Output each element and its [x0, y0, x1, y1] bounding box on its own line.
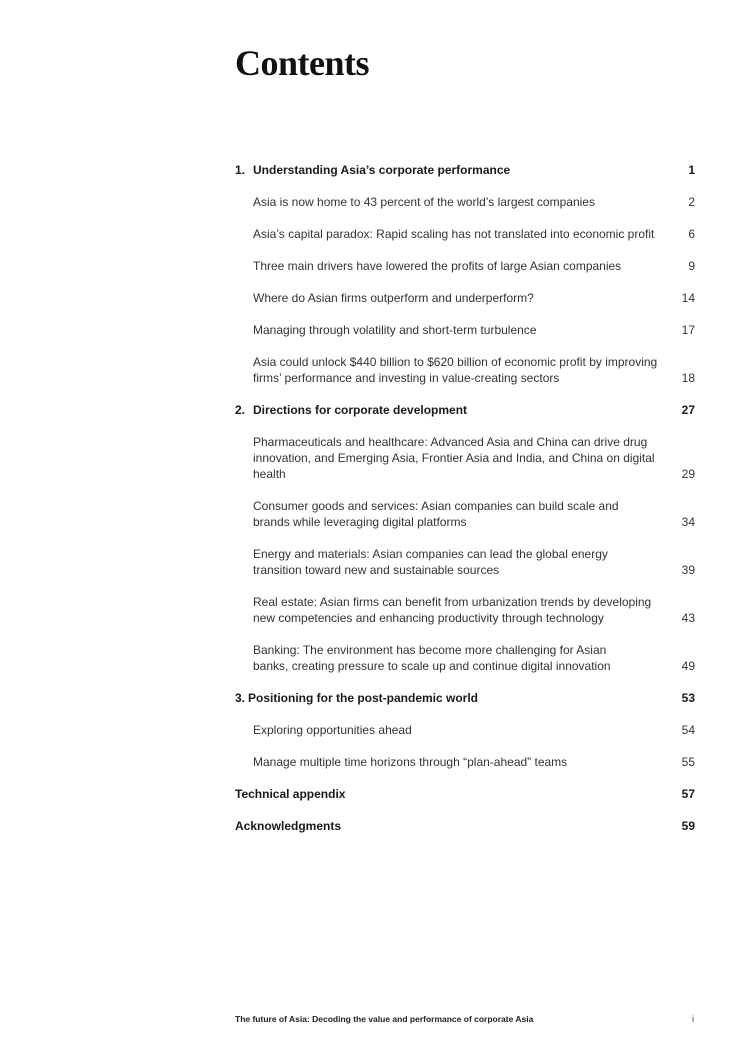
toc-label: Asia is now home to 43 percent of the world’s largest companies	[253, 195, 595, 209]
toc-page: 57	[681, 787, 695, 801]
toc-label: Where do Asian firms outperform and underperform?	[253, 291, 534, 305]
toc-page: 6	[688, 227, 695, 241]
toc-label: Asia could unlock $440 billion to $620 billion of economic profit by improving firms’ performance and investing in value-creating sectors	[253, 355, 658, 385]
toc-label: Three main drivers have lowered the profits of large Asian companies	[253, 259, 622, 273]
toc-entry[interactable]	[235, 258, 695, 274]
toc-label: Real estate: Asian firms can benefit from urbanization trends by developing new competencies and enhancing productivity through technology	[253, 595, 652, 625]
toc-label: Consumer goods and services: Asian companies can build scale and brands while leveraging digital platforms	[253, 499, 619, 529]
page-title: Contents	[235, 43, 370, 83]
toc-label: Positioning for the post-pandemic world	[248, 691, 478, 705]
toc-entry[interactable]	[235, 226, 695, 242]
toc-entry[interactable]	[235, 594, 695, 626]
toc-entry[interactable]	[235, 642, 695, 674]
toc-entry[interactable]	[235, 546, 695, 578]
table-of-contents	[235, 162, 695, 834]
toc-page: 9	[688, 259, 695, 273]
toc-entry[interactable]	[235, 434, 695, 482]
toc-page: 53	[681, 691, 695, 705]
toc-page: 29	[681, 467, 695, 481]
toc-page: 17	[681, 323, 695, 337]
toc-label: Acknowledgments	[235, 819, 342, 833]
footer-page-number: i	[692, 1014, 694, 1024]
toc-entry[interactable]	[235, 722, 695, 738]
toc-page: 54	[681, 723, 695, 737]
toc-page: 49	[681, 659, 695, 673]
footer-title: The future of Asia: Decoding the value and performance of corporate Asia	[235, 1014, 534, 1024]
toc-page: 34	[681, 515, 695, 529]
toc-section-2[interactable]	[235, 402, 695, 418]
toc-technical-appendix[interactable]	[235, 786, 695, 802]
toc-section-3[interactable]	[235, 690, 695, 706]
toc-label: Managing through volatility and short-term turbulence	[253, 323, 537, 337]
toc-page: 1	[688, 163, 695, 177]
toc-label: Asia’s capital paradox: Rapid scaling has not translated into economic profit	[253, 227, 655, 241]
toc-label: Exploring opportunities ahead	[253, 723, 412, 737]
toc-page: 55	[681, 755, 695, 769]
toc-page: 39	[681, 563, 695, 577]
toc-page: 2	[688, 195, 695, 209]
toc-number: 3.	[235, 691, 246, 705]
toc-acknowledgments[interactable]	[235, 818, 695, 834]
toc-page: 59	[681, 819, 695, 833]
toc-label: Technical appendix	[235, 787, 346, 801]
toc-number: 1.	[235, 163, 246, 177]
toc-page: 43	[681, 611, 695, 625]
toc-page: 14	[681, 291, 695, 305]
toc-entry[interactable]	[235, 322, 695, 338]
toc-label: Pharmaceuticals and healthcare: Advanced Asia and China can drive drug innovation, and Emerging Asia, Frontier Asia and India, and China on digital health	[253, 435, 655, 481]
toc-label: Directions for corporate development	[253, 403, 468, 417]
toc-section-1[interactable]	[235, 162, 695, 178]
toc-entry[interactable]	[235, 194, 695, 210]
toc-entry[interactable]	[235, 354, 695, 386]
toc-label: Banking: The environment has become more challenging for Asian banks, creating pressure to scale up and continue digital innovation	[253, 643, 611, 673]
toc-entry[interactable]	[235, 290, 695, 306]
toc-entry[interactable]	[235, 754, 695, 770]
toc-entry[interactable]	[235, 498, 695, 530]
toc-number: 2.	[235, 403, 246, 417]
toc-label: Manage multiple time horizons through “plan-ahead” teams	[253, 755, 568, 769]
toc-page: 18	[681, 371, 695, 385]
toc-page: 27	[681, 403, 695, 417]
toc-label: Understanding Asia’s corporate performance	[253, 163, 511, 177]
toc-label: Energy and materials: Asian companies can lead the global energy transition toward new and sustainable sources	[253, 547, 608, 577]
